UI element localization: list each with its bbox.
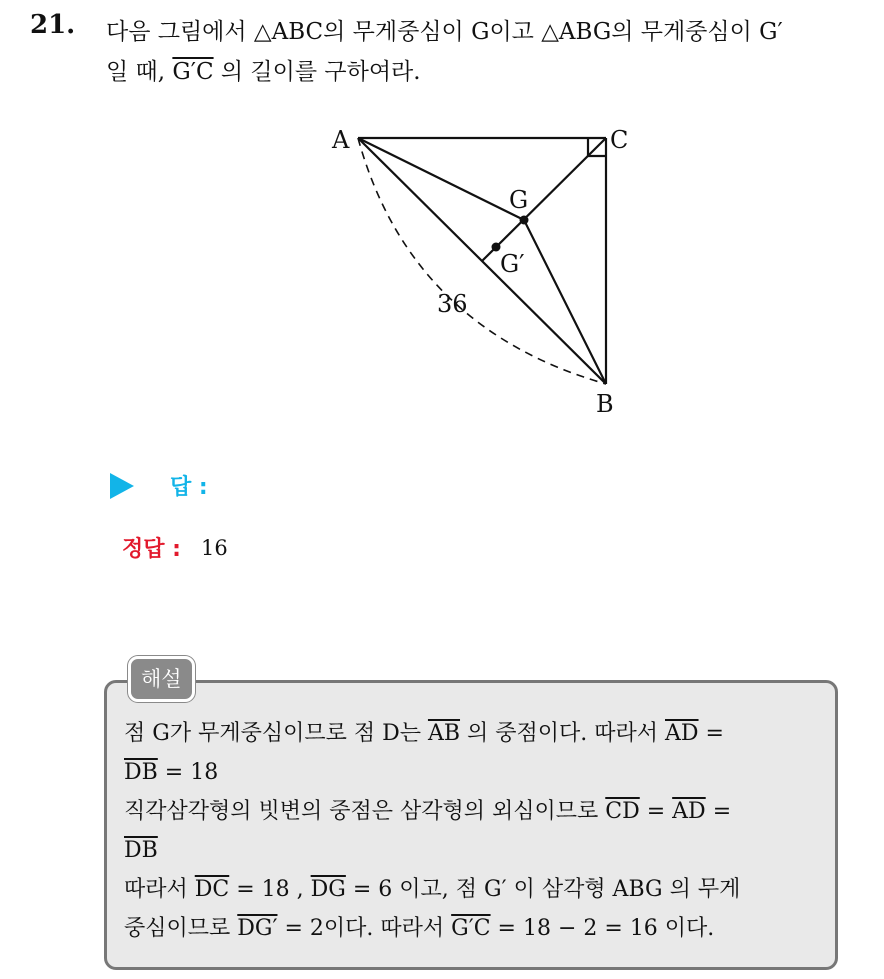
median-a <box>358 138 524 220</box>
question-line-2: 일 때, G′C 의 길이를 구하여라. <box>106 59 421 85</box>
label-g: G <box>509 186 529 214</box>
question-number: 21. <box>30 10 76 40</box>
answer-row <box>110 470 208 501</box>
label-g-prime: G′ <box>500 250 525 278</box>
label-b: B <box>596 390 614 418</box>
solution-line: 점 G가 무게중심이므로 점 D는 $\overline{AB}$ 의 중점이다. 따라서 $\overline{AD}$ = <box>124 721 724 746</box>
label-length: 36 <box>437 290 468 318</box>
question-line-1: 다음 그림에서 △ABC의 무게중심이 G이고 △ABG의 무게중심이 G′ <box>106 19 783 45</box>
point-g <box>520 216 529 225</box>
label-c: C <box>610 126 629 154</box>
correct-answer-label: 정답 : <box>122 537 181 562</box>
solution-line: $\overline{DB}$ <box>124 838 158 863</box>
play-icon <box>110 473 134 499</box>
solution-line: 따라서 $\overline{DC} = 18$ , $\overline{DG} = 6$ 이고, 점 G′ 이 삼각형 ABG 의 무게 <box>124 877 741 902</box>
solution-line: 직각삼각형의 빗변의 중점은 삼각형의 외심이므로 $\overline{CD} = \overline{AD}$ = <box>124 799 732 824</box>
solution-tag: 해설 <box>128 656 195 702</box>
correct-answer-value: 16 <box>200 535 228 560</box>
triangle-figure <box>320 118 660 432</box>
solution-line: 중심이므로 DG′ = 2이다. 따라서 G′C = 18 − 2 = 16 이다. <box>124 916 715 941</box>
segment-gc: G′C <box>172 59 214 85</box>
question-text <box>106 12 876 92</box>
segment-gb <box>524 220 606 384</box>
correct-answer-row <box>110 532 228 563</box>
answer-label: 답 : <box>170 475 208 500</box>
label-a: A <box>332 126 350 154</box>
solution-body <box>124 714 824 948</box>
triangle-diagram <box>320 118 660 428</box>
solution-line: $\overline{DB} = 18$ <box>124 760 219 785</box>
